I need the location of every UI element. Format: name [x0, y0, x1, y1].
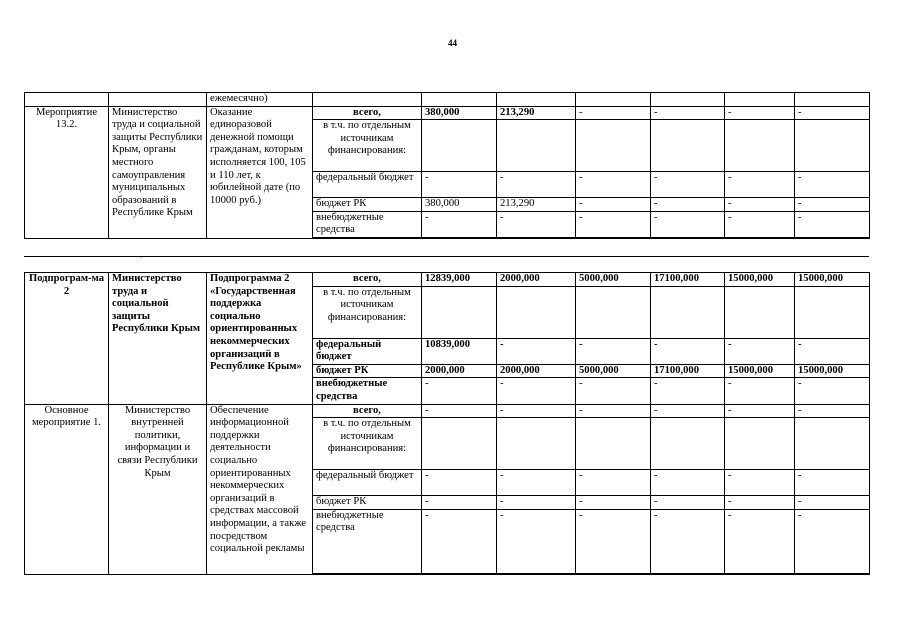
value-cell: 17100,000 — [651, 273, 725, 287]
bottom-table — [24, 272, 870, 575]
value-cell: - — [725, 378, 795, 404]
value-cell: - — [795, 404, 870, 418]
value-cell: - — [651, 509, 725, 573]
event-label: Мероприятие 13.2. — [25, 106, 109, 238]
value-cell: 2000,000 — [422, 364, 497, 378]
value-cell: - — [422, 378, 497, 404]
value-cell: - — [725, 470, 795, 496]
value-cell: - — [422, 496, 497, 510]
value-cell: 380,000 — [422, 106, 497, 120]
value-cell: - — [497, 496, 576, 510]
value-cell: - — [576, 496, 651, 510]
top-table — [24, 92, 870, 239]
value-cell: - — [576, 378, 651, 404]
value-cell: - — [497, 404, 576, 418]
description-cell: Подпрограмма 2 «Государственная поддержка социально ориентированных некоммерческих организаций в Республике Крым» — [207, 273, 313, 405]
value-cell: - — [497, 378, 576, 404]
value-cell: - — [795, 496, 870, 510]
value-cell: - — [651, 470, 725, 496]
value-cell: - — [497, 509, 576, 573]
value-cell: - — [651, 172, 725, 198]
value-cell: - — [725, 509, 795, 573]
source-cell: федеральный бюджет — [313, 470, 422, 496]
description-cell: Оказание единоразовой денежной помощи гражданам, которым исполняется 100, 105 и 110 лет, к юбилейной дате (по 10000 руб.) — [207, 106, 313, 238]
value-cell: 15000,000 — [725, 364, 795, 378]
source-cell: всего, — [313, 404, 422, 418]
value-cell: - — [576, 198, 651, 212]
value-cell: 10839,000 — [422, 338, 497, 364]
value-cell: - — [725, 338, 795, 364]
source-cell: федеральный бюджет — [313, 338, 422, 364]
source-cell: в т.ч. по отдельным источникам финансирования: — [313, 286, 422, 338]
value-cell: - — [725, 496, 795, 510]
value-cell: - — [422, 404, 497, 418]
value-cell: - — [795, 378, 870, 404]
value-cell: - — [795, 172, 870, 198]
value-cell: - — [725, 211, 795, 237]
value-cell: - — [576, 509, 651, 573]
value-cell: - — [795, 106, 870, 120]
value-cell: - — [497, 172, 576, 198]
value-cell: 213,290 — [497, 198, 576, 212]
value-cell: - — [725, 404, 795, 418]
value-cell: - — [497, 470, 576, 496]
executor-cell: Министерство труда и социальной защиты Республики Крым, органы местного самоуправления муниципальных образований в Республике Крым — [109, 106, 207, 238]
continued-text: ежемесячно) — [207, 93, 313, 107]
scan-mark: ˊ — [140, 255, 143, 265]
value-cell: - — [576, 338, 651, 364]
source-cell: внебюджетные средства — [313, 211, 422, 237]
value-cell: - — [422, 172, 497, 198]
value-cell: - — [497, 338, 576, 364]
value-cell: 2000,000 — [497, 364, 576, 378]
event-label: Основное мероприятие 1. — [25, 404, 109, 574]
page-break-line — [24, 256, 869, 257]
source-cell: внебюджетные средства — [313, 509, 422, 573]
source-cell: всего, — [313, 106, 422, 120]
source-cell: внебюджетные средства — [313, 378, 422, 404]
description-cell: Обеспечение информационной поддержки деятельности социально ориентированных некоммерческих организаций в средствах массовой информации, а также посредством социальной рекламы — [207, 404, 313, 574]
value-cell: 17100,000 — [651, 364, 725, 378]
value-cell: - — [422, 470, 497, 496]
value-cell: - — [725, 106, 795, 120]
value-cell: - — [651, 106, 725, 120]
value-cell: - — [651, 496, 725, 510]
value-cell: 15000,000 — [795, 364, 870, 378]
source-cell: всего, — [313, 273, 422, 287]
page-number: 44 — [448, 38, 457, 48]
value-cell: - — [497, 211, 576, 237]
table-row — [25, 404, 870, 418]
value-cell: - — [651, 378, 725, 404]
source-cell: бюджет РК — [313, 198, 422, 212]
value-cell: - — [576, 470, 651, 496]
value-cell: - — [725, 172, 795, 198]
value-cell: - — [422, 509, 497, 573]
source-cell: в т.ч. по отдельным источникам финансирования: — [313, 120, 422, 172]
executor-cell: Министерство труда и социальной защиты Республики Крым — [109, 273, 207, 405]
executor-cell: Министерство внутренней политики, информации и связи Республики Крым — [109, 404, 207, 574]
value-cell: - — [651, 338, 725, 364]
value-cell: - — [795, 338, 870, 364]
table-row — [25, 106, 870, 120]
value-cell: - — [422, 211, 497, 237]
source-cell: в т.ч. по отдельным источникам финансирования: — [313, 418, 422, 470]
value-cell: - — [576, 211, 651, 237]
value-cell: - — [651, 211, 725, 237]
value-cell: 5000,000 — [576, 364, 651, 378]
value-cell: - — [795, 470, 870, 496]
value-cell: 15000,000 — [725, 273, 795, 287]
value-cell: - — [795, 509, 870, 573]
value-cell: 15000,000 — [795, 273, 870, 287]
value-cell: 213,290 — [497, 106, 576, 120]
value-cell: - — [651, 198, 725, 212]
source-cell: федеральный бюджет — [313, 172, 422, 198]
table-row — [25, 273, 870, 287]
value-cell: - — [576, 404, 651, 418]
value-cell: 12839,000 — [422, 273, 497, 287]
source-cell: бюджет РК — [313, 496, 422, 510]
value-cell: 2000,000 — [497, 273, 576, 287]
value-cell: - — [795, 211, 870, 237]
value-cell: - — [576, 106, 651, 120]
value-cell: - — [725, 198, 795, 212]
value-cell: 5000,000 — [576, 273, 651, 287]
value-cell: - — [795, 198, 870, 212]
subprogram-label: Подпрограм-ма 2 — [25, 273, 109, 405]
value-cell: - — [576, 172, 651, 198]
value-cell: 380,000 — [422, 198, 497, 212]
value-cell: - — [651, 404, 725, 418]
source-cell: бюджет РК — [313, 364, 422, 378]
